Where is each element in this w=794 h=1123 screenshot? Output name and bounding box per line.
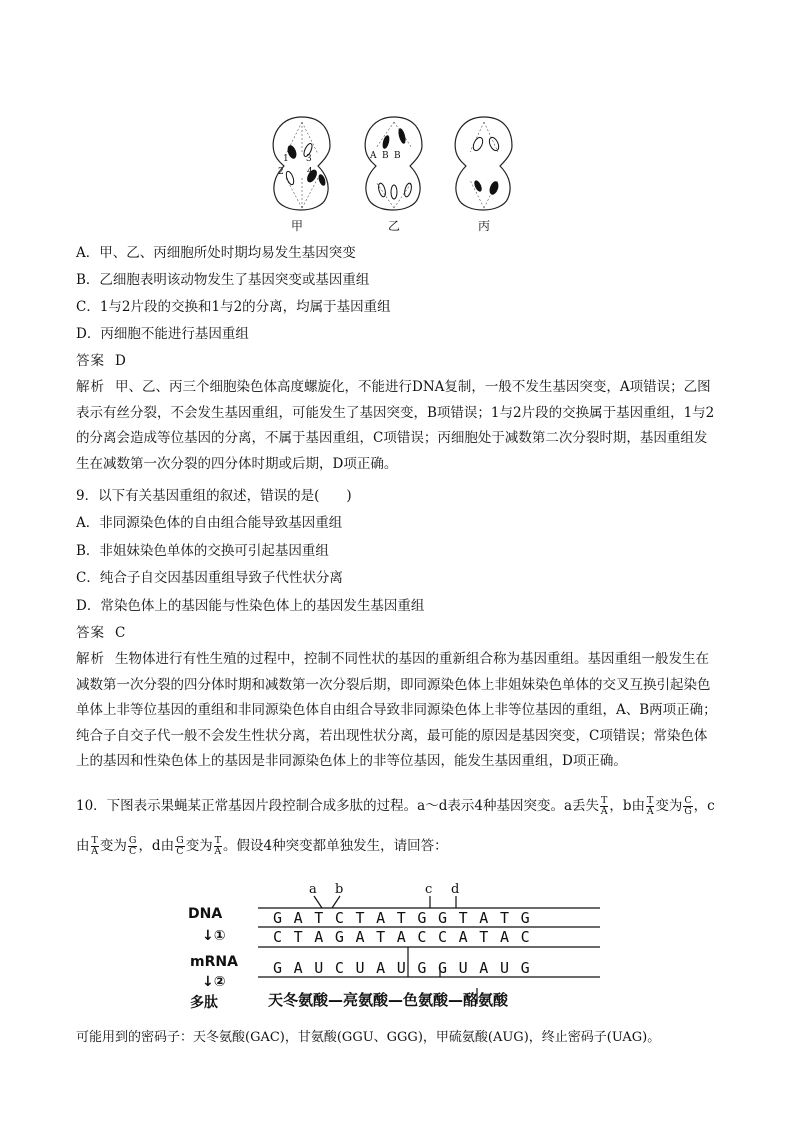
dna-coding-strand: GATCTATGGTATG: [273, 909, 542, 927]
q9-stem: 9．以下有关基因重组的叙述，错误的是( ): [76, 488, 352, 504]
dna-label: DNA: [188, 906, 223, 922]
q9-answer: [76, 624, 125, 642]
frac-den: C: [129, 846, 137, 857]
step1-label: ↓①: [202, 928, 226, 944]
q10-stem-line1: [76, 796, 715, 817]
answer-value: D: [115, 353, 126, 369]
cell-label-yi: 乙: [388, 219, 401, 233]
frac-den: A: [646, 806, 654, 817]
q8-analysis: [76, 375, 720, 477]
frac-den: A: [600, 806, 608, 817]
dna-template-strand: CTAGATACCATAC: [273, 928, 542, 946]
fraction-ta: [214, 836, 222, 857]
svg-text:B: B: [394, 151, 401, 161]
answer-value: C: [115, 625, 126, 641]
frac-den: G: [684, 806, 692, 817]
analysis-label: 解析: [76, 379, 105, 395]
svg-text:1: 1: [283, 154, 289, 164]
svg-text:3: 3: [306, 154, 312, 164]
frac-den: C: [176, 846, 184, 857]
mutation-marker-a: a: [309, 882, 317, 897]
q10-text: 由: [76, 838, 90, 854]
q9-option-c: C．纯合子自交因基因重组导致子代性状分离: [76, 570, 343, 586]
fraction-gc: [128, 836, 138, 857]
q10-text: ，c: [693, 798, 715, 814]
svg-text:4: 4: [307, 167, 313, 177]
q9-analysis: [76, 647, 720, 775]
fraction-ta: [646, 796, 654, 817]
analysis-label: 解析: [76, 651, 105, 667]
q10-text: 变为: [655, 798, 683, 814]
mutation-marker-c: c: [425, 882, 433, 897]
q8-option-a: A．甲、乙、丙细胞所处时期均易发生基因突变: [76, 245, 356, 261]
q10-text: 变为: [99, 838, 127, 854]
q10-text: 10．下图表示果蝇某正常基因片段控制合成多肽的过程。a～d表示4种基因突变。a丢失: [76, 798, 600, 814]
mrna-label: mRNA: [190, 954, 238, 970]
frac-num: T: [647, 795, 654, 806]
q10-text: ，d由: [138, 838, 175, 854]
frac-num: G: [176, 835, 184, 846]
step2-label: ↓②: [202, 974, 226, 990]
frac-num: G: [128, 835, 137, 846]
fraction-gc: [175, 836, 185, 857]
analysis-text: 甲、乙、丙三个细胞染色体高度螺旋化，不能进行DNA复制，一般不发生基因突变，A项错误；乙图表示有丝分裂，不会发生基因重组，可能发生了基因突变，B项错误；1与2片段的交换属于基因重组，1与2的分离会造成等位基因的分离，不属于基因重组，C项错误；丙细胞处于减数第二次分裂时期，基因重组发生在减数第一次分裂的四分体时期或后期，D项正确。: [76, 379, 715, 472]
frac-den: A: [214, 846, 222, 857]
analysis-text: 生物体进行有性生殖的过程中，控制不同性状的基因的重新组合称为基因重组。基因重组一般发生在减数第一次分裂的四分体时期和减数第一次分裂后期，即同源染色体上非姐妹染色单体的交叉互换引起染色单体上非等位基因的重组和非同源染色体自由组合导致非同源染色体上非等位基因的重组，A、B两项正确；纯合子自交子代一般不会发生性状分离，若出现性状分离，最可能的原因是基因突变，C项错误；常染色体上的基因和性染色体上的基因是非同源染色体上的非等位基因，能发生基因重组，D项正确。: [76, 651, 717, 769]
q10-text: ，b由: [609, 798, 646, 814]
mutation-marker-b: b: [335, 882, 344, 897]
answer-label: 答案: [76, 353, 105, 369]
codon-table-note: 可能用到的密码子：天冬氨酸(GAC)，甘氨酸(GGU、GGG)，甲硫氨酸(AUG)，终止密码子(UAG)。: [76, 1030, 661, 1045]
peptide-chain: 天冬氨酸—亮氨酸—色氨酸—酪氨酸: [268, 991, 509, 1009]
cells-illustration: [262, 114, 532, 219]
q8-option-b: B．乙细胞表明该动物发生了基因突变或基因重组: [76, 272, 370, 288]
q9-option-d: D．常染色体上的基因能与性染色体上的基因发生基因重组: [76, 598, 425, 614]
answer-label: 答案: [76, 625, 105, 641]
frac-den: A: [91, 846, 99, 857]
cell-label-jia: 甲: [291, 219, 304, 233]
frac-num: T: [91, 835, 98, 846]
mrna-sequence: GAUCUAUGGUAUG: [273, 959, 542, 977]
svg-text:2: 2: [278, 167, 284, 177]
cell-label-bing: 丙: [478, 219, 491, 233]
mutation-marker-d: d: [451, 882, 460, 897]
q8-option-c: C．1与2片段的交换和1与2的分离，均属于基因重组: [76, 299, 391, 315]
svg-text:B: B: [382, 151, 389, 161]
svg-text:A: A: [370, 151, 377, 161]
q10-stem-line2: [76, 834, 448, 857]
gene-expression-diagram: [180, 880, 620, 1020]
fraction-ta: [91, 836, 99, 857]
q9-option-a: A．非同源染色体的自由组合能导致基因重组: [76, 515, 343, 531]
q8-option-d: D．丙细胞不能进行基因重组: [76, 326, 249, 342]
fraction-cg: [683, 796, 692, 817]
fraction-ta: [600, 796, 608, 817]
peptide-label: 多肽: [190, 995, 218, 1011]
frac-num: T: [214, 835, 222, 846]
frac-num: C: [684, 795, 692, 806]
q10-text: 变为: [185, 838, 213, 854]
frac-num: T: [601, 795, 608, 806]
q9-option-b: B．非姐妹染色单体的交换可引起基因重组: [76, 543, 329, 559]
q10-text: 。假设4种突变都单独发生，请回答：: [223, 838, 448, 854]
cell-division-figure: [262, 114, 532, 234]
q8-answer: [76, 352, 126, 370]
